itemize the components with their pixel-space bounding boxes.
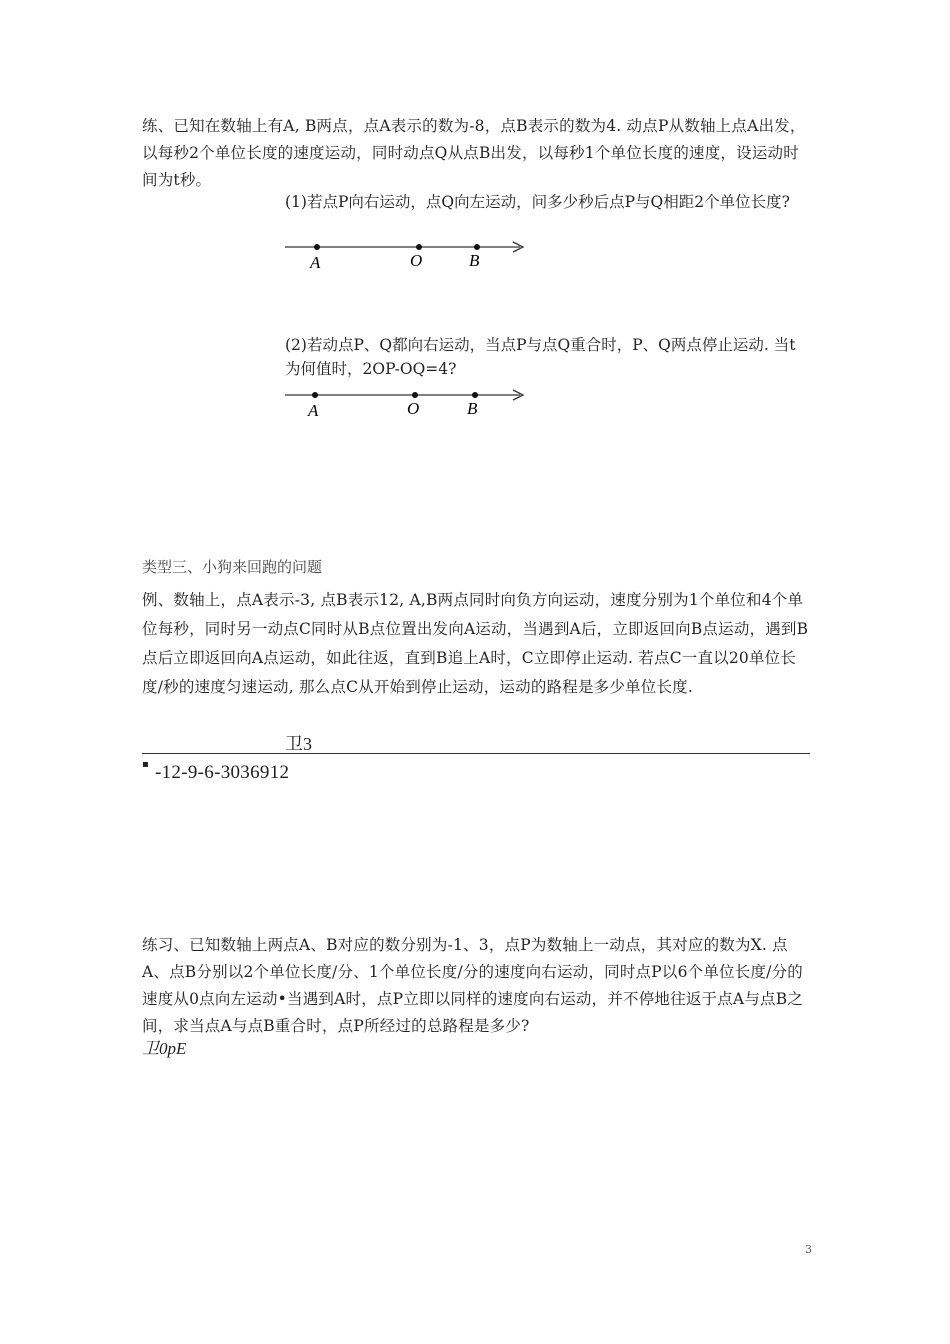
axis-label-o: O xyxy=(410,251,423,270)
exercise2-text: 练习、已知数轴上两点A、B对应的数分别为-1、3，点P为数轴上一动点，其对应的数为X. 点A、点B分别以2个单位长度/分、1个单位长度/分的速度向右运动，同时点P以6个单位长度/分的速度从0点向左运动•当遇到A时，点P立即以同样的速度向右运动，并不停地往返于点A与点B之间，求当点A与点B重合时，点P所经过的总路程是多少? xyxy=(142,936,804,1035)
exercise1-text: 练、已知在数轴上有A, B两点，点A表示的数为-8，点B表示的数为4. 动点P从数轴上点A出发，以每秒2个单位长度的速度运动，同时动点Q从点B出发，以每秒1个单位长度的速度，设运动时间为t秒。 xyxy=(142,117,806,189)
type3-heading: 类型三、小狗来回跑的问题 xyxy=(142,558,323,576)
number-line-1 xyxy=(280,235,540,275)
point-o-dot xyxy=(412,392,418,398)
axis-label-o: O xyxy=(407,399,420,418)
axis-label-a: A xyxy=(310,253,321,272)
point-a-dot xyxy=(312,392,318,398)
page-number: 3 xyxy=(805,1243,812,1256)
tick-values: -12-9-6-3036912 xyxy=(155,762,290,783)
point-o-dot xyxy=(416,244,422,250)
number-line-rule xyxy=(142,753,810,754)
exercise1-question-1: (1)若点P向右运动，点Q向左运动，问多少秒后点P与Q相距2个单位长度? xyxy=(285,193,790,211)
tick-mark: ▪ xyxy=(142,759,149,770)
garbled-label-1: 卫3 xyxy=(285,734,312,754)
axis-label-a: A xyxy=(308,401,319,420)
point-b-dot xyxy=(474,244,480,250)
garbled-label-2: 卫0pE xyxy=(142,1039,187,1058)
axis-label-b: B xyxy=(467,399,478,418)
point-a-dot xyxy=(314,244,320,250)
exercise1-question-2: (2)若动点P、Q都向右运动，当点P与点Q重合时，P、Q两点停止运动. 当t为何值时，2OP-OQ=4? xyxy=(285,336,796,378)
number-line-2 xyxy=(280,383,540,423)
axis-label-b: B xyxy=(469,251,480,270)
type3-example-text: 例、数轴上，点A表示-3, 点B表示12, A,B两点同时向负方向运动，速度分别为1个单位和4个单位每秒，同时另一动点C同时从B点位置出发向A运动，当遇到A后，立即返回向B点运动，遇到B点后立即返回向A点运动，如此往返，直到B追上A时，C立即停止运动. 若点C一直以20单位长度/秒的速度匀速运动, 那么点C从开始到停止运动，运动的路程是多少单位长度. xyxy=(142,591,809,696)
point-b-dot xyxy=(472,392,478,398)
